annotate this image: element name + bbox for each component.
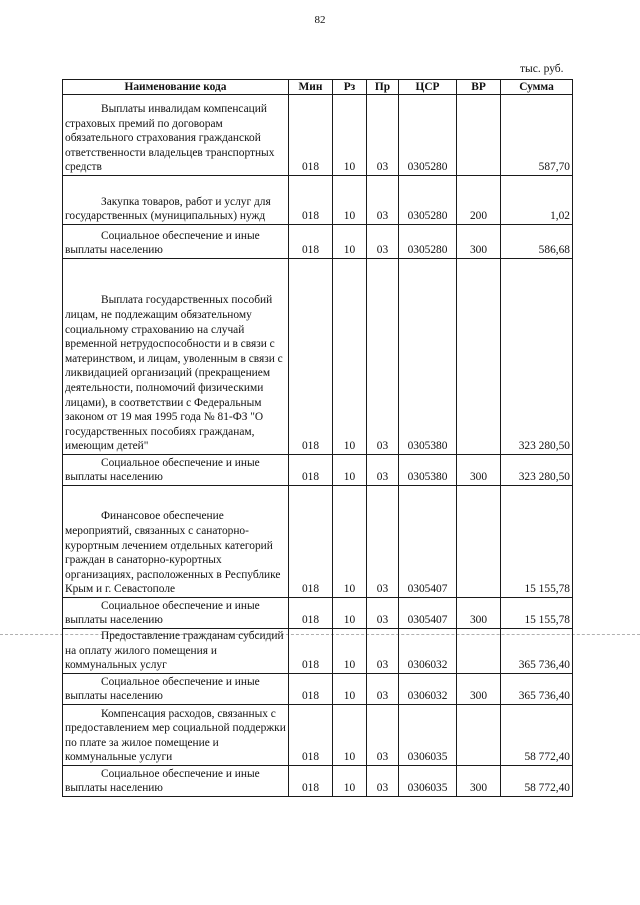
row-csr: 0305380	[399, 455, 457, 486]
row-vr: 300	[457, 225, 501, 259]
row-name: Социальное обеспечение и иные выплаты населению	[63, 674, 289, 705]
header-csr: ЦСР	[399, 80, 457, 95]
row-min: 018	[289, 705, 333, 766]
header-name: Наименование кода	[63, 80, 289, 95]
row-min: 018	[289, 455, 333, 486]
row-pr: 03	[367, 455, 399, 486]
row-pr: 03	[367, 486, 399, 598]
row-name: Компенсация расходов, связанных с предоставлением мер социальной поддержки по плате за жилое помещение и коммунальные услуги	[63, 705, 289, 766]
table-row	[63, 225, 573, 259]
row-pr: 03	[367, 259, 399, 455]
row-name: Социальное обеспечение и иные выплаты населению	[63, 455, 289, 486]
row-sum: 1,02	[501, 176, 573, 225]
row-rz: 10	[333, 629, 367, 674]
row-vr	[457, 95, 501, 176]
row-min: 018	[289, 176, 333, 225]
row-csr: 0306035	[399, 705, 457, 766]
table-row	[63, 259, 573, 455]
row-sum: 587,70	[501, 95, 573, 176]
table-row	[63, 766, 573, 797]
row-rz: 10	[333, 176, 367, 225]
row-vr: 300	[457, 766, 501, 797]
row-csr: 0306032	[399, 674, 457, 705]
row-sum: 15 155,78	[501, 598, 573, 629]
table-row	[63, 486, 573, 598]
table-row	[63, 598, 573, 629]
table-row	[63, 674, 573, 705]
row-name: Социальное обеспечение и иные выплаты населению	[63, 766, 289, 797]
row-sum: 365 736,40	[501, 629, 573, 674]
row-sum: 365 736,40	[501, 674, 573, 705]
row-vr	[457, 629, 501, 674]
row-min: 018	[289, 674, 333, 705]
row-rz: 10	[333, 598, 367, 629]
row-vr: 200	[457, 176, 501, 225]
row-vr: 300	[457, 455, 501, 486]
row-csr: 0305407	[399, 486, 457, 598]
row-name: Финансовое обеспечение мероприятий, связанных с санаторно-курортным лечением отдельных категорий граждан в санаторно-курортных организациях, расположенных в Республике Крым и г. Севастополе	[63, 486, 289, 598]
budget-table	[62, 79, 573, 797]
row-rz: 10	[333, 225, 367, 259]
row-csr: 0305280	[399, 225, 457, 259]
table-header-row	[63, 80, 573, 95]
header-pr: Пр	[367, 80, 399, 95]
table-row	[63, 95, 573, 176]
row-csr: 0305380	[399, 259, 457, 455]
row-pr: 03	[367, 674, 399, 705]
row-pr: 03	[367, 95, 399, 176]
row-vr	[457, 705, 501, 766]
row-min: 018	[289, 598, 333, 629]
row-min: 018	[289, 259, 333, 455]
row-vr	[457, 486, 501, 598]
table-row	[63, 176, 573, 225]
row-rz: 10	[333, 95, 367, 176]
row-rz: 10	[333, 674, 367, 705]
row-csr: 0305280	[399, 95, 457, 176]
row-sum: 58 772,40	[501, 705, 573, 766]
row-vr	[457, 259, 501, 455]
row-sum: 15 155,78	[501, 486, 573, 598]
row-name: Выплата государственных пособий лицам, не подлежащим обязательному социальному страхованию на случай временной нетрудоспособности и в связи с материнством, и лицам, уволенным в связи с ликвидацией организаций (прекращением деятельности, полномочий физическими лицами), в соответствии с Федеральным законом от 19 мая 1995 года № 81-ФЗ "О государственных пособиях гражданам, имеющим детей"	[63, 259, 289, 455]
row-min: 018	[289, 766, 333, 797]
row-csr: 0305280	[399, 176, 457, 225]
row-rz: 10	[333, 705, 367, 766]
row-min: 018	[289, 95, 333, 176]
row-pr: 03	[367, 176, 399, 225]
row-rz: 10	[333, 766, 367, 797]
row-pr: 03	[367, 705, 399, 766]
header-sum: Сумма	[501, 80, 573, 95]
row-min: 018	[289, 629, 333, 674]
page-number: 82	[314, 14, 326, 26]
units-label: тыс. руб.	[520, 63, 564, 75]
row-name: Социальное обеспечение и иные выплаты населению	[63, 225, 289, 259]
row-name: Выплаты инвалидам компенсаций страховых премий по договорам обязательного страхования гражданской ответственности владельцев транспортных средств	[63, 95, 289, 176]
row-min: 018	[289, 225, 333, 259]
row-pr: 03	[367, 598, 399, 629]
row-csr: 0305407	[399, 598, 457, 629]
header-vr: ВР	[457, 80, 501, 95]
row-csr: 0306032	[399, 629, 457, 674]
row-sum: 58 772,40	[501, 766, 573, 797]
row-rz: 10	[333, 486, 367, 598]
row-vr: 300	[457, 674, 501, 705]
row-rz: 10	[333, 455, 367, 486]
table-row	[63, 705, 573, 766]
row-sum: 586,68	[501, 225, 573, 259]
row-name: Социальное обеспечение и иные выплаты населению	[63, 598, 289, 629]
table-row	[63, 455, 573, 486]
row-pr: 03	[367, 225, 399, 259]
row-name: Закупка товаров, работ и услуг для государственных (муниципальных) нужд	[63, 176, 289, 225]
header-rz: Рз	[333, 80, 367, 95]
row-vr: 300	[457, 598, 501, 629]
row-sum: 323 280,50	[501, 259, 573, 455]
row-sum: 323 280,50	[501, 455, 573, 486]
row-min: 018	[289, 486, 333, 598]
row-pr: 03	[367, 766, 399, 797]
table-row	[63, 629, 573, 674]
row-csr: 0306035	[399, 766, 457, 797]
row-rz: 10	[333, 259, 367, 455]
row-pr: 03	[367, 629, 399, 674]
row-name: Предоставление гражданам субсидий на оплату жилого помещения и коммунальных услуг	[63, 629, 289, 674]
header-min: Мин	[289, 80, 333, 95]
